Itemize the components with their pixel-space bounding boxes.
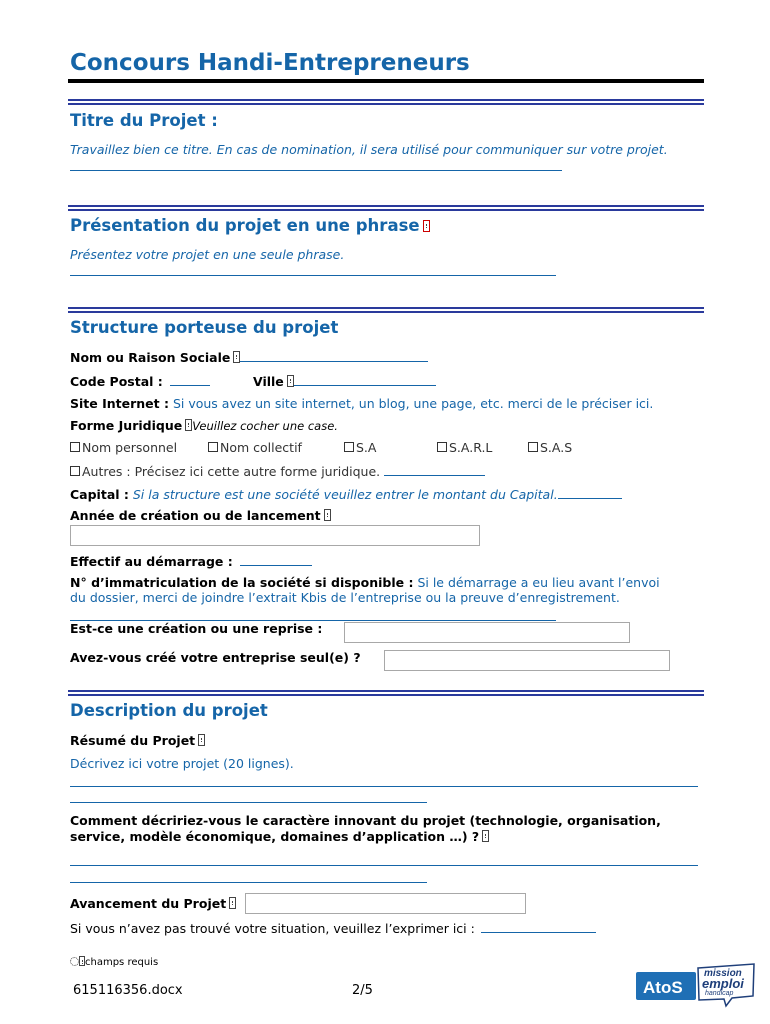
autres-label: Autres : Précisez ici cette autre forme juridique.: [82, 464, 381, 479]
annee-creation-row: [70, 508, 331, 523]
code-postal-field[interactable]: [170, 373, 210, 386]
ville-field[interactable]: [294, 373, 436, 386]
required-marker-icon: [423, 220, 430, 232]
legend-required: champs requis: [70, 956, 158, 968]
immatriculation-row: [70, 575, 660, 590]
code-postal-label: Code Postal :: [70, 374, 163, 389]
heading-description: Description du projet: [70, 701, 268, 720]
effectif-field[interactable]: [240, 553, 312, 566]
checkbox-sa[interactable]: S.A: [344, 440, 376, 455]
ville-row: [253, 373, 436, 389]
svg-text:handicap: handicap: [705, 990, 734, 997]
heading-structure: Structure porteuse du projet: [70, 318, 339, 337]
titre-projet-field[interactable]: [70, 170, 562, 171]
seul-row: [70, 650, 361, 665]
resume-hint[interactable]: Décrivez ici votre projet (20 lignes).: [70, 756, 294, 771]
creation-reprise-input[interactable]: [344, 622, 630, 643]
section-rule-structure: [68, 307, 704, 313]
svg-text:emploi: emploi: [702, 976, 744, 991]
avancement-row: [70, 896, 236, 911]
capital-row: [70, 486, 622, 502]
situation-label: Si vous n’avez pas trouvé votre situation, veuillez l’exprimer ici :: [70, 921, 475, 936]
nom-field[interactable]: [240, 349, 428, 362]
checkbox-nom-personnel[interactable]: Nom personnel: [70, 440, 177, 455]
innovant-row-1: [70, 813, 661, 828]
innovant-label-2: service, modèle économique, domaines d’application …) ?: [70, 829, 480, 844]
immat-label: N° d’immatriculation de la société si disponible :: [70, 575, 414, 590]
hint-presentation: Présentez votre projet en une seule phrase.: [70, 247, 345, 262]
resume-field-line2[interactable]: [70, 802, 427, 803]
required-marker-icon: [229, 897, 236, 909]
capital-hint: Si la structure est une société veuillez entrer le montant du Capital.: [132, 487, 558, 502]
autres-field[interactable]: [384, 463, 485, 476]
checkbox-autres-row[interactable]: [70, 463, 485, 479]
site-internet-row: [70, 396, 653, 411]
resume-row: [70, 733, 205, 748]
annee-label: Année de création ou de lancement: [70, 508, 321, 523]
document-title: Concours Handi-Entrepreneurs: [70, 50, 470, 76]
nom-raison-sociale-row: [70, 349, 428, 365]
svg-text:mission: mission: [704, 968, 742, 979]
creation-reprise-row: [70, 621, 322, 636]
innovant-label-1: Comment décririez-vous le caractère innovant du projet (technologie, organisation,: [70, 813, 661, 828]
required-marker-icon: [324, 509, 331, 521]
nom-label: Nom ou Raison Sociale: [70, 350, 231, 365]
capital-field[interactable]: [558, 486, 622, 499]
immat-hint-line2[interactable]: du dossier, merci de joindre l’extrait Kbis de l’entreprise ou la preuve d’enregistrement.: [70, 590, 620, 605]
code-postal-row: [70, 373, 210, 389]
immat-hint-line1[interactable]: Si le démarrage a eu lieu avant l’envoi: [417, 575, 660, 590]
seul-input[interactable]: [384, 650, 670, 671]
required-marker-icon: [233, 351, 240, 363]
site-hint[interactable]: Si vous avez un site internet, un blog, une page, etc. merci de le préciser ici.: [172, 396, 654, 411]
effectif-row: [70, 553, 312, 569]
section-rule-description: [68, 690, 704, 696]
ville-label: Ville: [253, 374, 284, 389]
avancement-input[interactable]: [245, 893, 526, 914]
resume-label: Résumé du Projet: [70, 733, 196, 748]
circle-icon: [70, 957, 79, 966]
creation-label: Est-ce une création ou une reprise :: [70, 621, 323, 636]
heading-presentation: Présentation du projet en une phrase: [70, 216, 430, 235]
atos-mission-emploi-handicap-logo: [636, 962, 756, 1008]
required-marker-icon: [198, 734, 205, 746]
svg-text:AtoS: AtoS: [643, 978, 683, 997]
required-marker-icon: [185, 419, 192, 431]
avancement-label: Avancement du Projet: [70, 896, 227, 911]
innovant-field-line1[interactable]: [70, 865, 698, 866]
required-marker-icon: [287, 375, 294, 387]
section-rule-presentation: [68, 205, 704, 211]
checkbox-sarl[interactable]: S.A.R.L: [437, 440, 492, 455]
forme-label: Forme Juridique: [70, 418, 183, 433]
presentation-field[interactable]: [70, 275, 556, 276]
situation-row: [70, 920, 596, 936]
capital-label: Capital :: [70, 487, 129, 502]
innovant-row-2: [70, 829, 489, 844]
hint-titre-projet: Travaillez bien ce titre. En cas de nomination, il sera utilisé pour communiquer sur votre projet.: [70, 142, 668, 157]
section-rule-titre: [68, 99, 704, 105]
forme-hint: Veuillez cocher une case.: [192, 419, 338, 433]
site-label: Site Internet :: [70, 396, 169, 411]
forme-juridique-row: [70, 418, 338, 433]
checkbox-sas[interactable]: S.A.S: [528, 440, 572, 455]
seul-label: Avez-vous créé votre entreprise seul(e) ?: [70, 650, 361, 665]
innovant-field-line2[interactable]: [70, 882, 427, 883]
footer-filename: 615116356.docx: [73, 983, 183, 998]
required-marker-icon: [482, 830, 489, 842]
checkbox-nom-collectif[interactable]: Nom collectif: [208, 440, 302, 455]
effectif-label: Effectif au démarrage :: [70, 554, 233, 569]
required-marker-icon: [79, 956, 85, 966]
footer-page-number: 2/5: [352, 983, 373, 998]
heading-titre-projet: Titre du Projet :: [70, 111, 218, 130]
annee-creation-input[interactable]: [70, 525, 480, 546]
situation-field[interactable]: [481, 920, 596, 933]
title-underline: [68, 79, 704, 83]
resume-field-line1[interactable]: [70, 786, 698, 787]
